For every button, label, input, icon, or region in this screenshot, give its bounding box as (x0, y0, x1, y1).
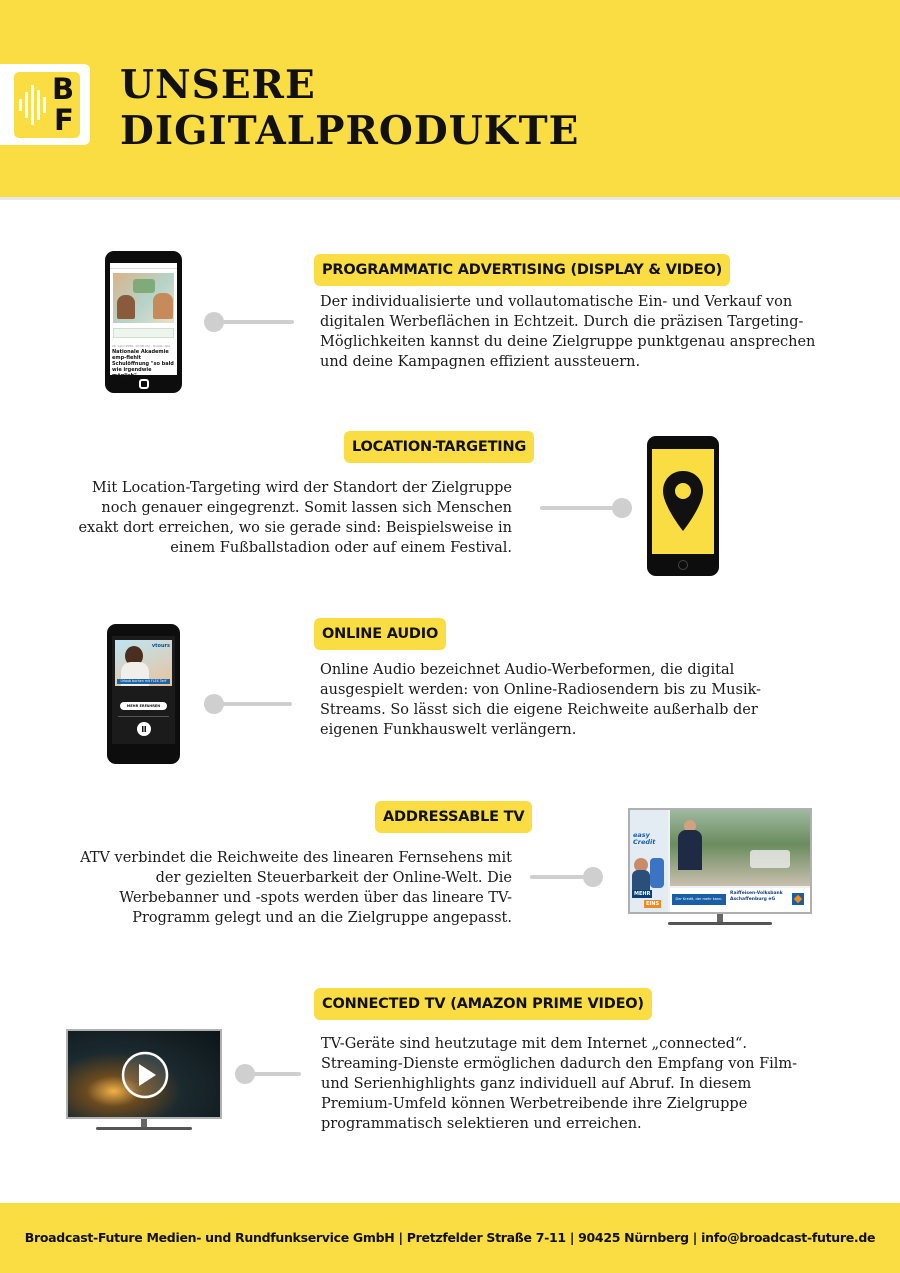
tv-stand-neck (717, 914, 723, 922)
article-headline: Nationale Akademie emp-fiehlt Schulöffnung "so bald wie irgendwie möglich" (112, 349, 174, 379)
phone-screen (652, 449, 714, 554)
connector-1 (204, 312, 304, 332)
section-text-programmatic: Der individualisierte und vollautomatische Ein- und Verkauf von digitalen Werbeflächen in Echtzeit. Durch die präzisen Targeting-Möglichkeiten kannst du deine Zielgruppe punktgenau ansprechen und deine Kampagnen effizient aussteuern. (320, 294, 816, 370)
home-button-icon (139, 379, 149, 389)
smartphone-news-illustration (105, 251, 182, 393)
addressable-tv-illustration (628, 808, 812, 928)
section-text-audio: Online Audio bezeichnet Audio-Werbeformen, die digital ausgespielt werden: von Online-Radiosendern bis zu Musik-Streams. So lässt sich die eigene Reichweite außerhalb der eigenen Funkhauswelt verlängern. (320, 662, 762, 738)
connected-tv-illustration (66, 1029, 222, 1133)
tv-bottom-banner (670, 888, 810, 912)
audio-ad-brand: vtours (151, 643, 170, 649)
audio-cta-button[interactable]: MEHR ERFAHREN (120, 702, 167, 710)
header-banner (0, 0, 900, 200)
footer-banner (0, 1203, 900, 1273)
tv-screen (66, 1029, 222, 1119)
tv-stand (668, 922, 772, 925)
bank-logo-icon (792, 893, 804, 905)
easycredit-logo: easy Credit (633, 831, 656, 846)
tv-screen (628, 808, 812, 914)
article-meta: 21. April 2020, 12:38 Uhr · Quelle: dpa (112, 344, 171, 348)
logo (0, 64, 90, 145)
page-title (120, 62, 579, 154)
home-button-icon (678, 560, 688, 570)
connector-3 (204, 694, 304, 714)
section-title-location: LOCATION-TARGETING (344, 431, 534, 463)
connector-dot (204, 312, 224, 332)
logo-mark (14, 72, 80, 138)
connector-dot (235, 1064, 255, 1084)
play-pause-button[interactable] (137, 722, 151, 736)
logo-letter-b: B (52, 72, 75, 106)
section-title-programmatic: PROGRAMMATIC ADVERTISING (DISPLAY & VIDEO) (314, 254, 730, 286)
connector-line (222, 320, 294, 324)
tv-program-video (670, 810, 810, 886)
phone-screen (110, 263, 177, 379)
connector-dot (204, 694, 224, 714)
section-title-ctv: CONNECTED TV (AMAZON PRIME VIDEO) (314, 988, 652, 1020)
banner-bank-name: Raiffeisen-Volksbank Aschaffenburg eG (730, 891, 783, 902)
pause-icon (137, 722, 151, 736)
footer-contact-text: Broadcast-Future Medien- und Rundfunkservice GmbH | Pretzfelder Straße 7-11 | 90425 Nürnberg | info@broadcast-future.de (24, 1230, 876, 1245)
article-photo (113, 273, 174, 323)
connector-2 (540, 498, 640, 518)
tv-stand (96, 1127, 192, 1130)
section-text-ctv: TV-Geräte sind heutzutage mit dem Internet „connected“. Streaming-Dienste ermöglichen dadurch den Empfang von Film- und Serienhighlights ganz individuell auf Abruf. In diesem Premium-Umfeld können Werbetreibende ihre Zielgruppe programmatisch selektieren und erreichen. (321, 1036, 798, 1132)
play-button-icon[interactable] (120, 1050, 170, 1100)
audio-progress-bar (118, 716, 169, 717)
phone-screen (112, 636, 175, 744)
connector-dot (612, 498, 632, 518)
audio-ad-image (115, 640, 172, 686)
tv-stand-neck (141, 1119, 147, 1127)
connector-line (222, 702, 292, 706)
connector-line (540, 506, 614, 510)
connector-5 (235, 1064, 335, 1084)
connector-dot (583, 867, 603, 887)
channel-badge-mehr: MEHR (634, 891, 651, 897)
connector-4 (530, 867, 630, 887)
channel-badge-eins: EINS (646, 901, 660, 907)
tv-l-banner-side (630, 810, 668, 912)
audio-ad-line: Urlaub buchen mit FLEX Tarif (117, 679, 170, 684)
connector-line (253, 1072, 301, 1076)
section-title-atv: ADDRESSABLE TV (375, 801, 532, 833)
smartphone-location-illustration (647, 436, 719, 576)
sound-wave-icon (18, 80, 48, 130)
smartphone-audio-illustration (107, 624, 180, 764)
page-title-line-1: UNSERE (120, 62, 316, 108)
section-text-atv: ATV verbindet die Reichweite des linearen Fernsehens mit der gezielten Steuerbarkeit der Online-Welt. Die Werbebanner und -spots werden über das lineare TV-Programm gelegt und an die Zielgruppe angepasst. (80, 850, 512, 926)
map-pin-icon (661, 469, 705, 533)
banner-slogan: Der Kredit, der mehr kann. (672, 894, 726, 905)
section-title-audio: ONLINE AUDIO (314, 618, 446, 650)
page-title-line-2: DIGITALPRODUKTE (120, 108, 580, 154)
logo-letter-f: F (54, 103, 74, 137)
section-text-location: Mit Location-Targeting wird der Standort der Zielgruppe noch genauer eingegrenzt. Somit lassen sich Menschen exakt dort erreichen, wo sie gerade sind: Beispielsweise in einem Fußballstadion oder auf einem Festival. (78, 480, 512, 556)
